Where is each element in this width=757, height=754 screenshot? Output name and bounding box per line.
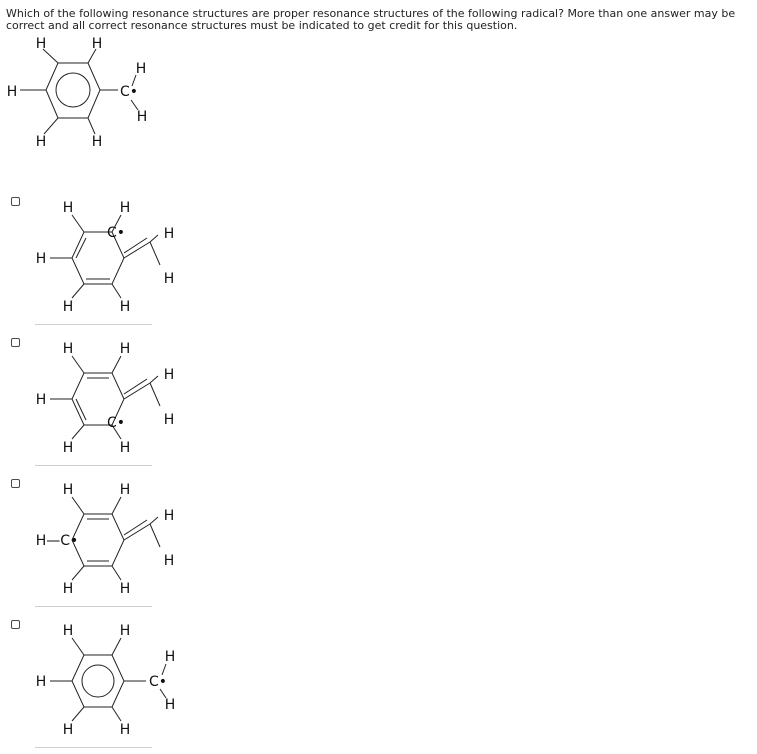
atom-h: H (35, 674, 47, 690)
atom-h: H (119, 299, 131, 315)
radical-carbon: C• (148, 674, 168, 690)
atom-h: H (35, 134, 47, 150)
atom-h: H (164, 649, 176, 665)
option-divider (35, 465, 152, 466)
h-radical-carbon: H—C• (35, 533, 79, 549)
atom-h: H (62, 440, 74, 456)
atom-h: H (62, 722, 74, 738)
atom-h: H (35, 36, 47, 52)
option-divider (35, 324, 152, 325)
atom-h: H (62, 200, 74, 216)
atom-h: H (62, 581, 74, 597)
atom-h: H (119, 623, 131, 639)
option-1-structure (0, 190, 200, 330)
atom-h: H (62, 341, 74, 357)
atom-h: H (163, 553, 175, 569)
atom-h: H (119, 200, 131, 216)
question-text: Which of the following resonance structures are proper resonance structures of the following radical? More than one answer may be correct and all correct resonance structures must be indicated to get credit for this question. (6, 7, 736, 32)
atom-h: H (163, 271, 175, 287)
atom-h: H (119, 440, 131, 456)
atom-h: H (62, 299, 74, 315)
atom-h: H (164, 697, 176, 713)
atom-h: H (163, 412, 175, 428)
atom-h: H (62, 623, 74, 639)
atom-h: H (136, 109, 148, 125)
atom-h: H (35, 392, 47, 408)
atom-h: H (119, 341, 131, 357)
atom-h: H (119, 581, 131, 597)
atom-h: H (91, 36, 103, 52)
option-2-structure (0, 331, 200, 471)
option-divider (35, 747, 152, 748)
atom-h: H (163, 226, 175, 242)
atom-h: H (91, 134, 103, 150)
atom-h: H (163, 367, 175, 383)
atom-h: H (62, 482, 74, 498)
radical-carbon: C• (106, 225, 126, 241)
atom-h: H (35, 251, 47, 267)
radical-carbon: C• (119, 84, 139, 100)
option-3-structure (0, 472, 200, 612)
atom-h: H (6, 84, 18, 100)
stem-structure (0, 0, 200, 160)
radical-carbon: C• (106, 415, 126, 431)
atom-h: H (135, 61, 147, 77)
option-4-structure (0, 613, 200, 747)
atom-h: H (163, 508, 175, 524)
atom-h: H (119, 482, 131, 498)
option-divider (35, 606, 152, 607)
atom-h: H (119, 722, 131, 738)
